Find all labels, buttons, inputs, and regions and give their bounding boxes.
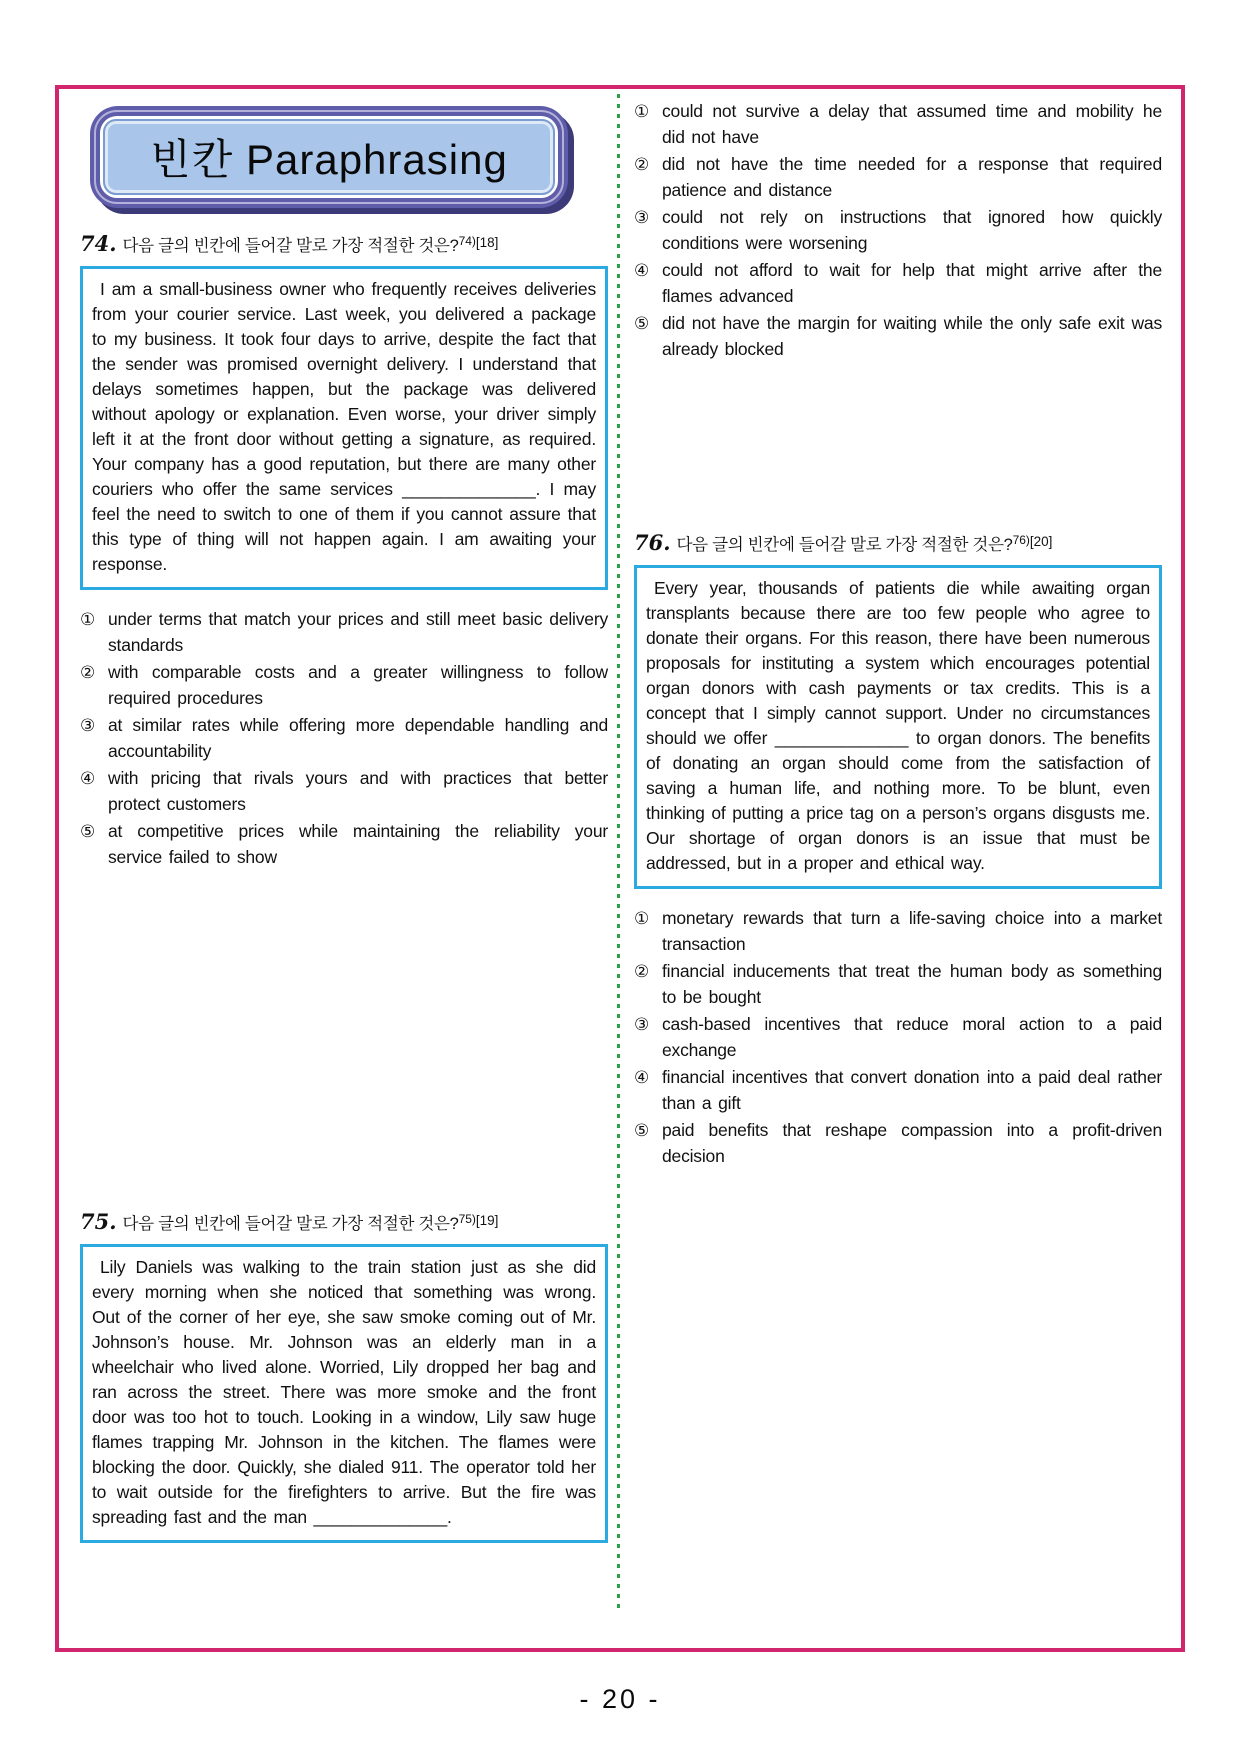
question-number: 76. [634,530,671,555]
page-number: - 20 - [579,1684,661,1714]
option-text: cash-based incentives that reduce moral action to a paid exchange [662,1014,1162,1060]
option-text: under terms that match your prices and still meet basic delivery standards [108,609,608,655]
option-item [634,152,1162,203]
option-item [80,660,608,711]
passage-text: Every year, thousands of patients die while awaiting organ transplants because there are too few people who agree to donate their organs. For this reason, there have been numerous proposals for instituting a system which encourages potential organ donors with cash payments or tax credits. This is a concept that I simply cannot support. Under no circumstances should we offer ______________ to organ donors. The benefits of donating an organ should come from the satisfaction of saving a human life, and nothing more. To be blunt, even thinking of putting a price tag on a person’s organs disgusts me. Our shortage of organ donors is an issue that must be addressed, but in a proper and ethical way. [646,578,1150,873]
option-text: financial incentives that convert donation into a paid deal rather than a gift [662,1067,1162,1113]
question-number: 75. [80,1209,117,1234]
option-text: monetary rewards that turn a life-saving choice into a market transaction [662,908,1162,954]
option-text: did not have the time needed for a response that required patience and distance [662,154,1162,200]
question-75-header [80,1206,608,1237]
question-prompt: 다음 글의 빈칸에 들어갈 말로 가장 적절한 것은? [122,237,459,255]
question-76-header [634,527,1162,558]
badge-ring [94,110,564,204]
source-tag: [18] [475,235,499,250]
footnote-marker: 75) [458,1212,476,1226]
passage-box [634,565,1162,889]
option-marker: ② [80,663,96,682]
option-item [634,205,1162,256]
option-item [80,766,608,817]
badge-panel [103,119,555,195]
question-prompt: 다음 글의 빈칸에 들어갈 말로 가장 적절한 것은? [122,1215,459,1233]
question-number: 74. [80,231,117,256]
option-text: with comparable costs and a greater willingness to follow required procedures [108,662,608,708]
option-text: could not afford to wait for help that might arrive after the flames advanced [662,260,1162,306]
option-marker: ④ [634,1068,650,1087]
option-marker: ③ [80,716,96,735]
passage-box [80,1244,608,1543]
question-75 [80,1206,608,1543]
options-list-q74 [80,607,608,870]
option-item [80,607,608,658]
option-item [634,906,1162,957]
question-76 [634,527,1162,1171]
options-list-q75 [634,99,1162,362]
option-marker: ④ [634,261,650,280]
question-74-header [80,228,608,259]
option-text: did not have the margin for waiting while the only safe exit was already blocked [662,313,1162,359]
option-text: financial inducements that treat the human body as something to be bought [662,961,1162,1007]
passage-box [80,266,608,590]
option-marker: ① [634,102,650,121]
option-marker: ③ [634,1015,650,1034]
question-74 [80,228,608,872]
passage-text: Lily Daniels was walking to the train station just as she did every morning when she noticed that something was wrong. Out of the corner of her eye, she saw smoke coming out of Mr. Johnson’s house. Mr. Johnson was an elderly man in a wheelchair who lived alone. Worried, Lily dropped her bag and ran across the street. There was more smoke and the front door was too hot to touch. Looking in a window, Lily saw huge flames trapping Mr. Johnson in the kitchen. The flames were blocking the door. Quickly, she dialed 911. The operator told her to wait outside for the firefighters to arrive. But the fire was spreading fast and the man ______________. [92,1257,596,1527]
option-text: at competitive prices while maintaining the reliability your service failed to show [108,821,608,867]
option-marker: ① [80,610,96,629]
footnote-marker: 74) [458,234,476,248]
question-75-options [634,99,1162,364]
option-marker: ① [634,909,650,928]
option-marker: ⑤ [634,1121,650,1140]
option-marker: ② [634,155,650,174]
section-title: 빈칸 Paraphrasing [150,136,508,183]
option-item [634,1065,1162,1116]
option-item [634,959,1162,1010]
option-item [80,713,608,764]
option-text: could not survive a delay that assumed time and mobility he did not have [662,101,1162,147]
badge-gap [100,116,558,198]
footnote-marker: 76) [1012,533,1030,547]
option-text: could not rely on instructions that ignored how quickly conditions were worsening [662,207,1162,253]
option-marker: ④ [80,769,96,788]
option-item [634,99,1162,150]
option-marker: ② [634,962,650,981]
option-marker: ③ [634,208,650,227]
option-item [634,311,1162,362]
option-marker: ⑤ [634,314,650,333]
option-item [634,1118,1162,1169]
option-text: with pricing that rivals yours and with practices that better protect customers [108,768,608,814]
option-text: at similar rates while offering more dependable handling and accountability [108,715,608,761]
source-tag: [20] [1029,534,1053,549]
section-title-badge [90,106,568,208]
question-prompt: 다음 글의 빈칸에 들어갈 말로 가장 적절한 것은? [676,536,1013,554]
option-marker: ⑤ [80,822,96,841]
source-tag: [19] [475,1213,499,1228]
option-item [634,258,1162,309]
option-item [634,1012,1162,1063]
option-item [80,819,608,870]
option-text: paid benefits that reshape compassion into a profit-driven decision [662,1120,1162,1166]
passage-text: I am a small-business owner who frequently receives deliveries from your courier service. Last week, you delivered a package to my business. It took four days to arrive, despite the fact that the sender was promised overnight delivery. I understand that delays sometimes happen, but the package was delivered without apology or explanation. Even worse, your driver simply left it at the front door without getting a signature, as required. Your company has a good reputation, but there are many other couriers who offer the same services ______________. I may feel the need to switch to one of them if you cannot assure that this type of thing will not happen again. I am awaiting your response. [92,279,596,574]
column-divider [617,94,620,1610]
options-list-q76 [634,906,1162,1169]
